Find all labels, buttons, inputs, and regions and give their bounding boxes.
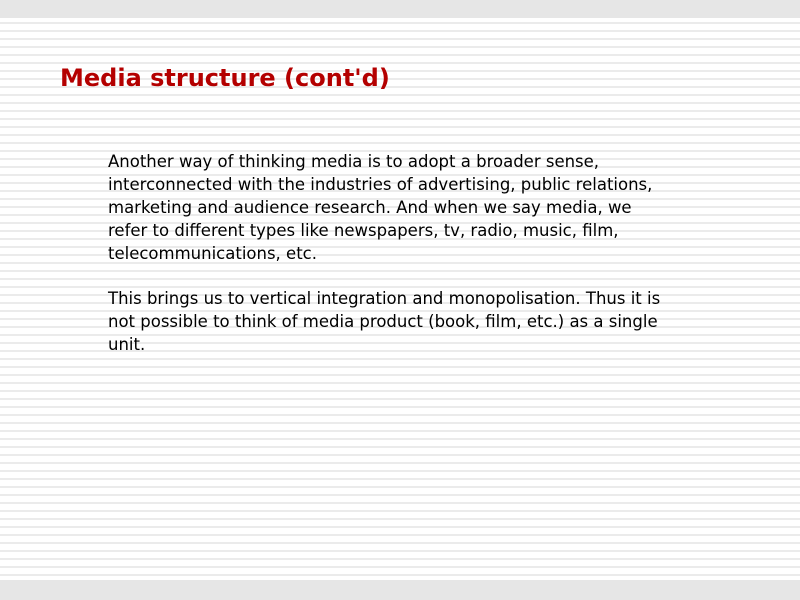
bottom-band: [0, 580, 800, 600]
paragraph-2: This brings us to vertical integration and monopolisation. Thus it is not possible to think of media product (book, film, etc.) as a single unit.: [108, 289, 661, 354]
slide-body: [108, 150, 668, 378]
slide-title: Media structure (cont'd): [60, 64, 390, 92]
paragraph-1: Another way of thinking media is to adopt a broader sense, interconnected with the industries of advertising, public relations, marketing and audience research. And when we say media, we refer to different types like newspapers, tv, radio, music, film, telecommunications, etc.: [108, 152, 653, 263]
top-band: [0, 0, 800, 18]
